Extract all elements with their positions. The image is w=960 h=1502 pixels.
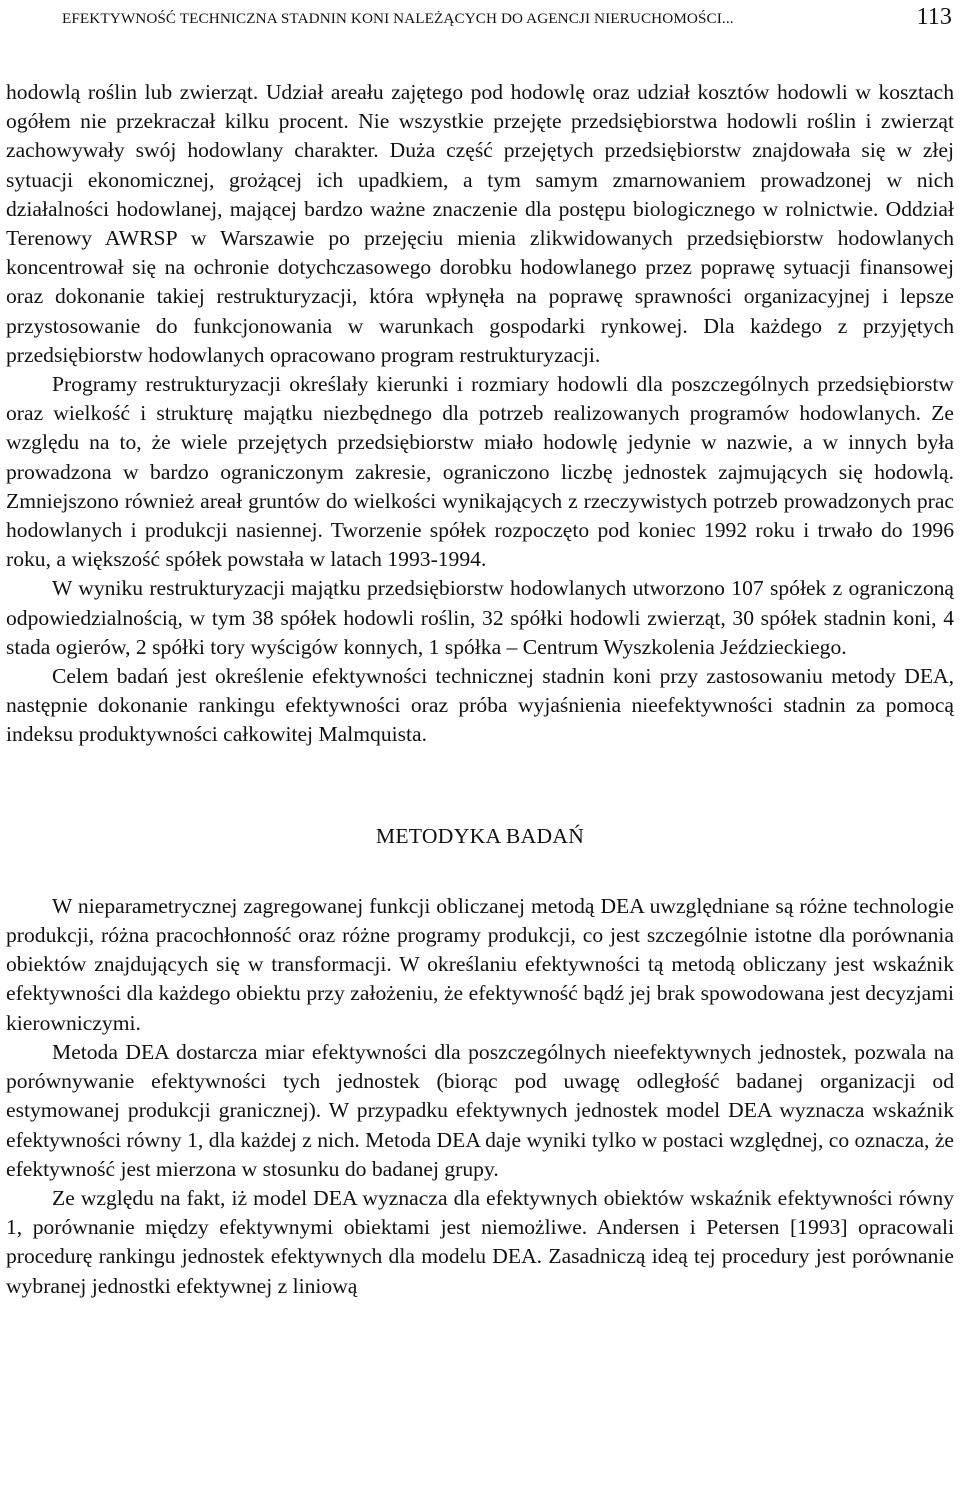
- running-title: EFEKTYWNOŚĆ TECHNICZNA STADNIN KONI NALEŻĄCYCH DO AGENCJI NIERUCHOMOŚCI...: [62, 10, 734, 27]
- section-heading-methodology: METODYKA BADAŃ: [375, 823, 585, 848]
- paragraph-dea-measures: Metoda DEA dostarcza miar efektywności dla poszczególnych nieefektywnych jednostek, pozwala na porównywanie efektywności tych jednostek (biorąc pod uwagę odległość badanej organizacji od estymowanej produkcji granicznej). W przypadku efektywnych jednostek model DEA wyznacza wskaźnik efektywności równy 1, dla każdej z nich. Metoda DEA daje wyniki tylko w postaci względnej, co oznacza, że efektywność jest mierzona w stosunku do badanej grupy.: [6, 1039, 955, 1181]
- running-header: [62, 6, 952, 36]
- paragraph-companies-created: W wyniku restrukturyzacji majątku przedsiębiorstw hodowlanych utworzono 107 spółek z ograniczoną odpowiedzialnością, w tym 38 spółek hodowli roślin, 32 spółki hodowli zwierząt, 30 spółek stadnin koni, 4 stada ogierów, 2 spółki tory wyścigów konnych, 1 spółka – Centrum Wyszkolenia Jeździeckiego.: [6, 576, 954, 659]
- paragraph-research-aim: Celem badań jest określenie efektywności technicznej stadnin koni przy zastosowaniu metody DEA, następnie dokonanie rankingu efektywności oraz próba wyjaśnienia nieefektywności stadnin za pomocą indeksu produktywności całkowitej Malmquista.: [6, 664, 954, 747]
- paragraph-dea-ranking: Ze względu na fakt, iż model DEA wyznacza dla efektywnych obiektów wskaźnik efektywności równy 1, porównanie między efektywnymi obiektami jest niemożliwe. Andersen i Petersen [1993] opracowali procedurę rankingu jednostek efektywnych dla modelu DEA. Zasadniczą ideą tej procedury jest porównanie wybranej jednostki efektywnej z liniową: [6, 1185, 954, 1298]
- paragraph-restructuring-programs: Programy restrukturyzacji określały kierunki i rozmiary hodowli dla poszczególnych przedsiębiorstw oraz wielkość i strukturę majątku niezbędnego dla potrzeb realizowanych programów hodowlanych. Ze względu na to, że wiele przejętych przedsiębiorstw miało hodowlę jedynie w nazwie, a w innych była prowadzona w bardzo ograniczonym zakresie, ograniczono liczbę jednostek zajmujących się hodowlą. Zmniejszono również areał gruntów do wielkości wynikających z rzeczywistych potrzeb prowadzonych prac hodowlanych i produkcji nasiennej. Tworzenie spółek rozpoczęto pod koniec 1992 roku i trwało do 1996 roku, a większość spółek powstała w latach 1993-1994.: [6, 372, 954, 572]
- page-number: 113: [916, 4, 952, 30]
- paragraph-continued: hodowlą roślin lub zwierząt. Udział areału zajętego pod hodowlę oraz udział kosztów hodowli w kosztach ogółem nie przekraczał kilku procent. Nie wszystkie przejęte przedsiębiorstwa hodowli roślin i zwierząt zachowywały swój hodowlany charakter. Duża część przejętych przedsiębiorstw znajdowała się w złej sytuacji ekonomicznej, grożącej ich upadkiem, a tym samym zmarnowaniem prowadzonej w nich działalności hodowlanej, mającej bardzo ważne znaczenie dla postępu biologicznego w rolnictwie. Oddział Terenowy AWRSP w Warszawie po przejęciu mienia zlikwidowanych przedsiębiorstw hodowlanych koncentrował się na ochronie dotychczasowego dorobku hodowlanego przez poprawę sytuacji finansowej oraz dokonanie takiej restrukturyzacji, która wpłynęła na poprawę sprawności organizacyjnej i lepsze przystosowanie do funkcjonowania w warunkach gospodarki rynkowej. Dla każdego z przyjętych przedsiębiorstw hodowlanych opracowano program restrukturyzacji.: [6, 80, 954, 367]
- paragraph-dea-function: W nieparametrycznej zagregowanej funkcji obliczanej metodą DEA uwzględniane są różne technologie produkcji, różna pracochłonność oraz różne programy produkcji, co jest szczególnie istotne dla porównania obiektów znajdujących się w transformacji. W określaniu efektywności tą metodą obliczany jest wskaźnik efektywności dla każdego obiektu przy założeniu, że efektywność bądź jej brak spowodowana jest decyzjami kierowniczymi.: [6, 893, 954, 1035]
- article-body: [6, 78, 954, 1301]
